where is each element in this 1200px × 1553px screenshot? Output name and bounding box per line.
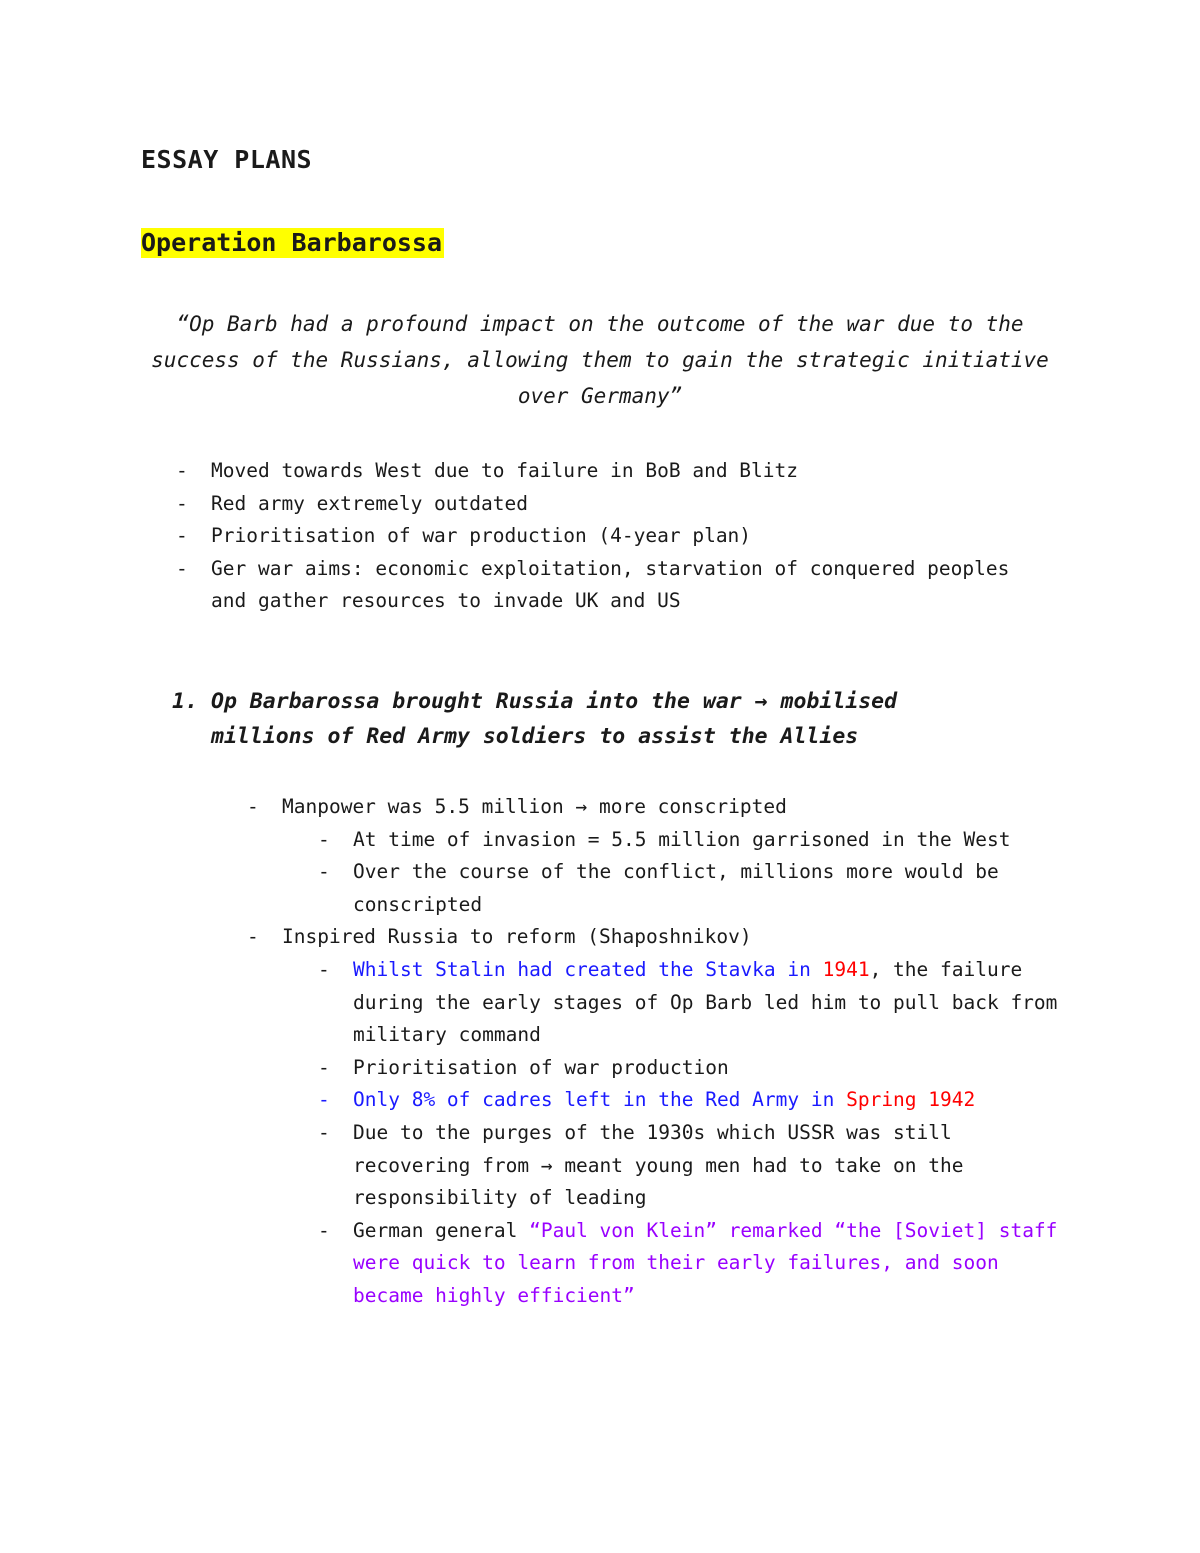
bullet-text: Ger war aims: economic exploitation, starvation of conquered peoples and gather resources to invade UK and US xyxy=(211,556,1010,613)
list-item xyxy=(318,954,1062,1052)
bullet-text: Inspired Russia to reform (Shaposhnikov) xyxy=(282,925,752,949)
bullet-dash: - xyxy=(247,795,259,818)
list-item xyxy=(318,1084,1062,1117)
list-item xyxy=(176,488,1031,521)
list-item xyxy=(247,921,1062,1312)
point-number: 1. xyxy=(172,689,198,714)
point-heading: Op Barbarossa brought Russia into the war → mobilised millions of Red Army soldiers to assist the Allies xyxy=(211,689,898,749)
highlighted-section-title: Operation Barbarossa xyxy=(141,228,443,257)
bullet-text: At time of invasion = 5.5 million garrisoned in the West xyxy=(353,827,1011,851)
bullet-text: Red army extremely outdated xyxy=(211,491,528,515)
essay-question-quote: “Op Barb had a profound impact on the outcome of the war due to the success of the Russians, allowing them to gain the strategic initiative over Germany” xyxy=(151,312,1049,408)
list-item xyxy=(176,455,1031,488)
bullet-text: Prioritisation of war production (4-year plan) xyxy=(211,524,752,548)
nested-bullet-list xyxy=(318,954,1062,1313)
bullet-dash: - xyxy=(318,860,330,884)
bullet-dash: - xyxy=(176,556,188,580)
bullet-dash: - xyxy=(176,524,188,548)
bullet-text: Over the course of the conflict, millions more would be conscripted xyxy=(353,860,999,916)
list-item xyxy=(318,1117,1062,1215)
blue-highlighted-text: Only 8% of cadres left in the Red Army in xyxy=(353,1088,847,1112)
bullet-dash: - xyxy=(176,491,188,515)
list-item xyxy=(176,520,1031,553)
bullet-dash: - xyxy=(318,1218,330,1242)
list-item xyxy=(318,1215,1062,1313)
red-date-text: 1941 xyxy=(822,957,870,981)
list-item xyxy=(247,791,1062,921)
bullet-dash: - xyxy=(176,459,188,482)
bullet-text: , the failure during the early stages of Op Barb led him to pull back from military command xyxy=(353,957,1058,1047)
bullet-text: Manpower was 5.5 million → more conscripted xyxy=(282,795,787,818)
bullet-text: German general xyxy=(353,1218,530,1242)
bullet-dash: - xyxy=(318,1055,330,1079)
list-item xyxy=(318,824,1062,857)
section-heading xyxy=(141,226,444,260)
nested-bullet-list xyxy=(318,824,1062,922)
bullet-text: Moved towards West due to failure in BoB and Blitz xyxy=(211,459,798,482)
bullet-dash: - xyxy=(318,1088,330,1112)
list-item xyxy=(318,1052,1062,1085)
intro-bullet-list xyxy=(176,455,1031,618)
bullet-text: Prioritisation of war production xyxy=(353,1055,729,1079)
page-title: ESSAY PLANS xyxy=(141,145,313,174)
numbered-point-1 xyxy=(172,684,992,754)
blue-highlighted-text: Whilst Stalin had created the Stavka in xyxy=(353,957,823,981)
red-date-text: Spring 1942 xyxy=(846,1088,976,1112)
point-1-bullet-list xyxy=(247,791,1062,1313)
bullet-text: Due to the purges of the 1930s which USSR was still recovering from → meant young men had to take on the responsibility of leading xyxy=(353,1120,964,1210)
purple-quote-text: “Paul von Klein” remarked “the [Soviet] staff were quick to learn from their early failures, and soon became highly efficient” xyxy=(353,1218,1058,1307)
bullet-dash: - xyxy=(318,957,330,981)
list-item xyxy=(318,856,1062,921)
list-item xyxy=(176,553,1031,618)
bullet-dash: - xyxy=(318,827,330,851)
bullet-dash: - xyxy=(247,925,259,949)
bullet-dash: - xyxy=(318,1120,330,1144)
